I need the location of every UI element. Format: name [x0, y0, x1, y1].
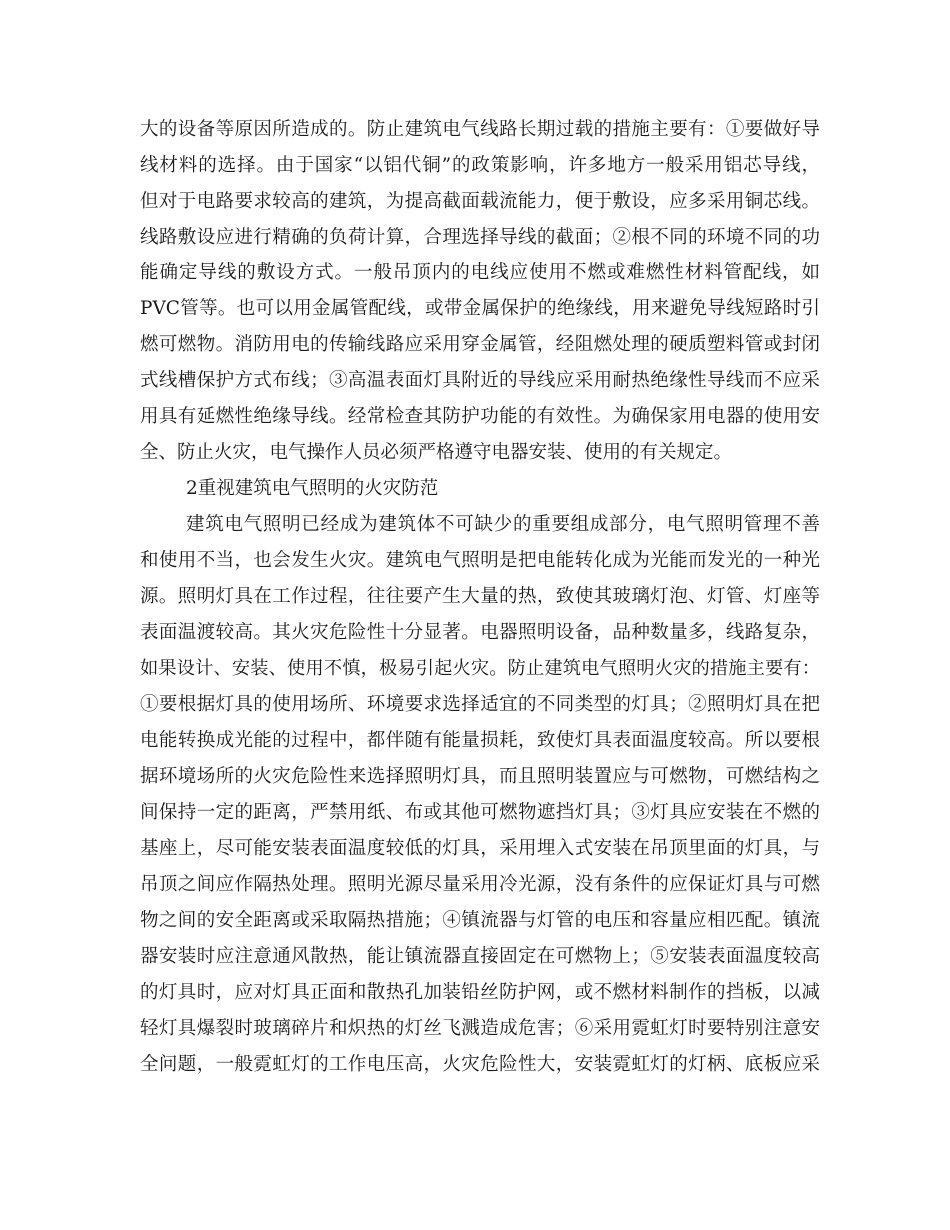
text-line: 能确定导线的敷设方式。一般吊顶内的电线应使用不燃或难燃性材料管配线，如 — [140, 262, 820, 283]
text-line: 线材料的选择。由于国家“以铝代铜”的政策影响，许多地方一般采用铝芯导线， — [140, 155, 820, 176]
text-line: 用具有延燃性绝缘导线。经常检查其防护功能的有效性。为确保家用电器的使用安 — [140, 406, 820, 427]
text-line: 大的设备等原因所造成的。防止建筑电气线路长期过载的措施主要有：①要做好导 — [140, 119, 820, 140]
paragraph-first-line: 建筑电气照明已经成为建筑体不可缺少的重要组成部分，电气照明管理不善 — [186, 514, 820, 535]
text-line: 物之间的安全距离或采取隔热措施；④镇流器与灯管的电压和容量应相匹配。镇流 — [140, 910, 820, 931]
text-line: 式线槽保护方式布线；③高温表面灯具附近的导线应采用耐热绝缘性导线而不应采 — [140, 370, 820, 391]
text-line: 但对于电路要求较高的建筑，为提高截面载流能力，便于敷设，应多采用铜芯线。 — [140, 191, 820, 212]
text-line: 基座上，尽可能安装表面温度较低的灯具，采用埋入式安装在吊顶里面的灯具，与 — [140, 838, 820, 859]
text-line: 轻灯具爆裂时玻璃碎片和炽热的灯丝飞溅造成危害；⑥采用霓虹灯时要特别注意安 — [140, 1018, 820, 1039]
text-line: 如果设计、安装、使用不慎，极易引起火灾。防止建筑电气照明火灾的措施主要有： — [140, 658, 820, 679]
section-heading: 2重视建筑电气照明的火灾防范 — [186, 478, 439, 499]
text-line: ①要根据灯具的使用场所、环境要求选择适宜的不同类型的灯具；②照明灯具在把 — [140, 694, 820, 715]
text-line: 吊顶之间应作隔热处理。照明光源尽量采用冷光源，没有条件的应保证灯具与可燃 — [140, 874, 820, 895]
text-line: 据环境场所的火灾危险性来选择照明灯具，而且照明装置应与可燃物，可燃结构之 — [140, 766, 820, 787]
text-line: PVC管等。也可以用金属管配线，或带金属保护的绝缘线，用来避免导线短路时引 — [140, 298, 820, 319]
text-line: 的灯具时，应对灯具正面和散热孔加装铅丝防护网，或不燃材料制作的挡板，以减 — [140, 982, 820, 1003]
text-line: 表面温渡较高。其火灾危险性十分显著。电器照明设备，品种数量多，线路复杂， — [140, 622, 820, 643]
text-line: 和使用不当，也会发生火灾。建筑电气照明是把电能转化成为光能而发光的一种光 — [140, 550, 820, 571]
text-line: 全问题，一般霓虹灯的工作电压高，火灾危险性大，安装霓虹灯的灯柄、底板应采 — [140, 1054, 820, 1075]
text-line: 器安装时应注意通风散热，能让镇流器直接固定在可燃物上；⑤安装表面温度较高 — [140, 946, 820, 967]
text-line: 源。照明灯具在工作过程，往往要产生大量的热，致使其玻璃灯泡、灯管、灯座等 — [140, 586, 820, 607]
text-line: 全、防止火灾，电气操作人员必须严格遵守电器安装、使用的有关规定。 — [140, 442, 733, 463]
text-line: 间保持一定的距离，严禁用纸、布或其他可燃物遮挡灯具；③灯具应安装在不燃的 — [140, 802, 820, 823]
text-line: 电能转换成光能的过程中，都伴随有能量损耗，致使灯具表面温度较高。所以要根 — [140, 730, 820, 751]
text-line: 线路敷设应进行精确的负荷计算，合理选择导线的截面；②根不同的环境不同的功 — [140, 227, 820, 248]
text-line: 燃可燃物。消防用电的传输线路应采用穿金属管，经阻燃处理的硬质塑料管或封闭 — [140, 334, 820, 355]
